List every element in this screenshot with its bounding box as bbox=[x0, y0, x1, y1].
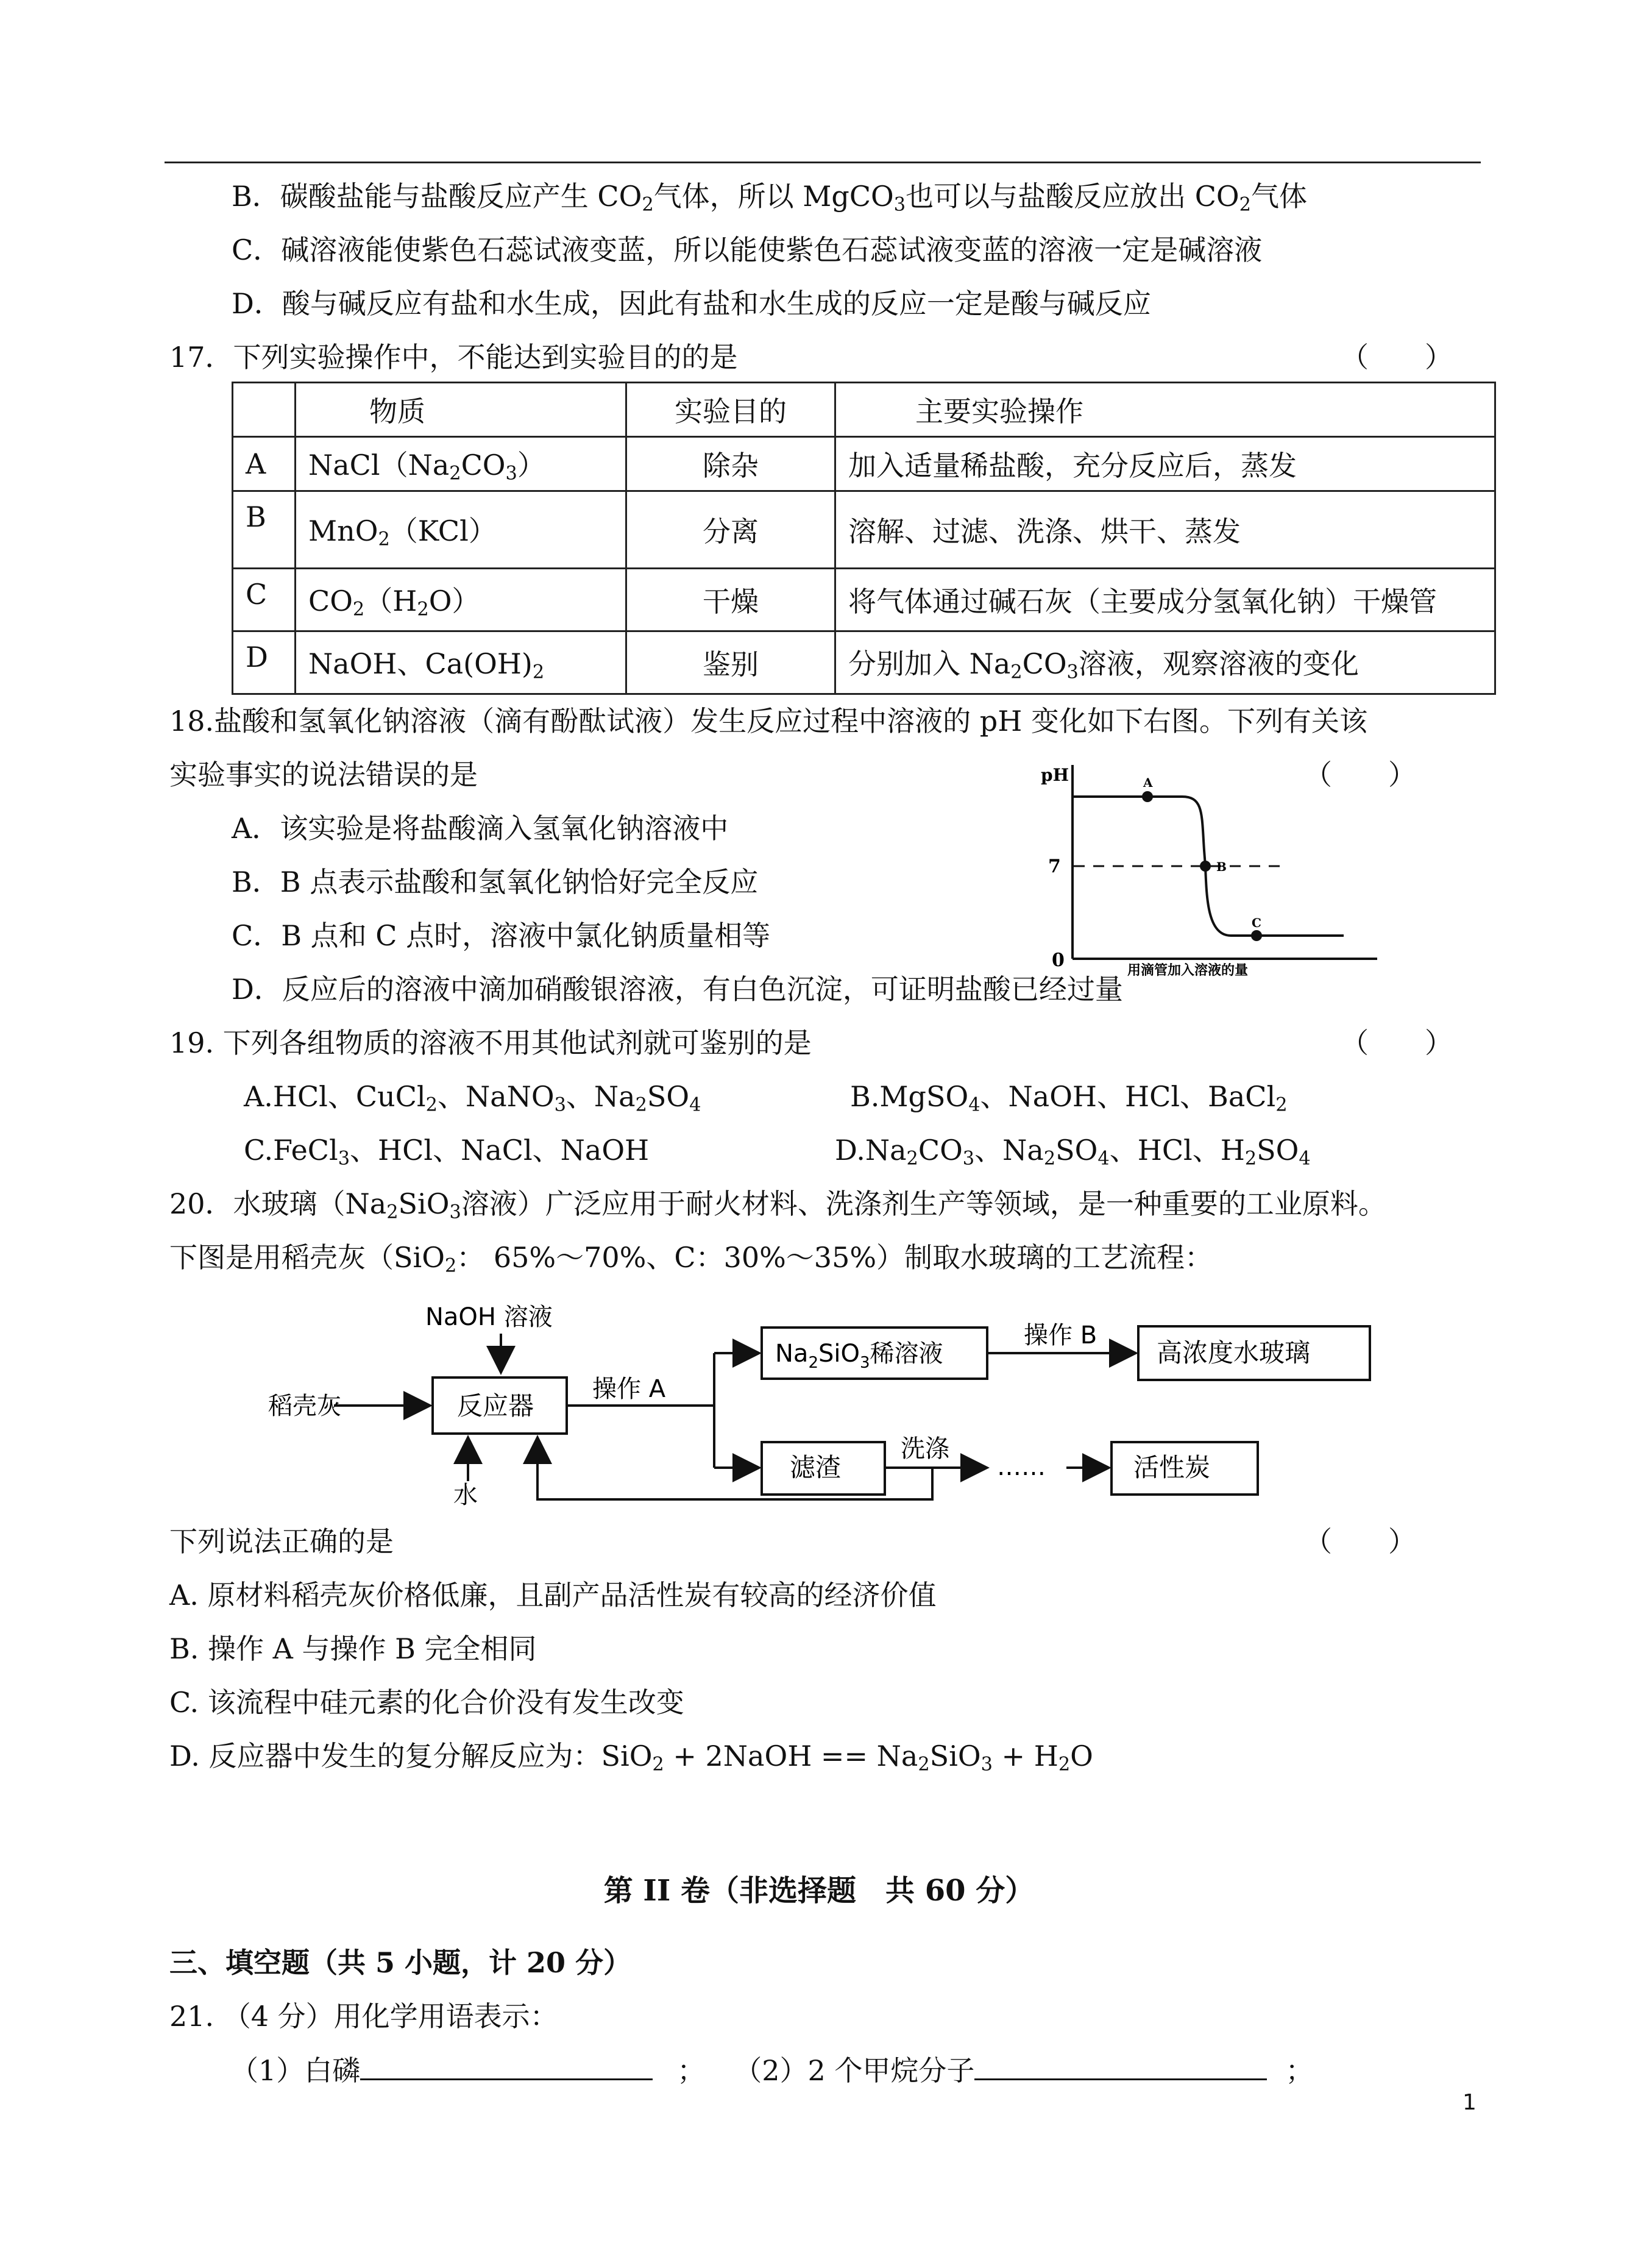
q19-stem: 19. 下列各组物质的溶液不用其他试剂就可鉴别的是 bbox=[169, 1026, 812, 1059]
q20-stem-line1: 20．水玻璃（$Na_2SiO_3$溶液）广泛应用于耐火材料、洗涤剂生产等领域，是一种重要的工业原料。 bbox=[169, 1187, 1386, 1223]
q19-option-d: $D.Na_2CO_3$、$Na_2SO_4$、HCl、$H_2SO_4$ bbox=[835, 1134, 1311, 1170]
reactor-label: 反应器 bbox=[457, 1391, 534, 1421]
q20-option-d: D. 反应器中发生的复分解反应为：SiO$_2$ + 2NaOH == $Na_2SiO_3 + H_2O$ bbox=[169, 1740, 1093, 1776]
y-axis-label: pH bbox=[1041, 765, 1069, 785]
product-label: 高浓度水玻璃 bbox=[1157, 1338, 1311, 1368]
q19-option-a: A.HCl、CuCl$_2$、NaNO$_3$、$Na_2SO_4$ bbox=[244, 1080, 701, 1116]
q20-stem-line2: 下图是用稻壳灰（SiO$_2$： 65%～70%、C：30%～35%）制取水玻璃的工艺流程： bbox=[169, 1241, 1213, 1277]
part-ii-title: 第 II 卷（非选择题 共 60 分） bbox=[603, 1874, 1035, 1908]
cell-purpose: 分离 bbox=[626, 491, 835, 569]
page-number: 1 bbox=[1462, 2090, 1477, 2115]
x-axis-label: 用滴管加入溶液的量 bbox=[1127, 962, 1249, 978]
carbon-label: 活性炭 bbox=[1133, 1452, 1211, 1482]
raw-material-label: 稻壳灰 bbox=[268, 1392, 341, 1420]
q21-items: （1）白磷 ； （2）2 个甲烷分子 ； bbox=[230, 2052, 1313, 2089]
q19-option-b: B.MgSO$_4$、NaOH、HCl、BaCl$_2$ bbox=[850, 1080, 1288, 1116]
cell-purpose: 鉴别 bbox=[626, 631, 835, 694]
q20-answer-paren: （ ） bbox=[1304, 1525, 1416, 1558]
naoh-solution-label: NaOH 溶液 bbox=[425, 1303, 553, 1331]
col-header-purpose: 实验目的 bbox=[626, 383, 835, 437]
cell-substance: NaOH、$Ca(OH)_2$ bbox=[296, 631, 626, 694]
q18-option-d: D．反应后的溶液中滴加硝酸银溶液，有白色沉淀，可证明盐酸已经过量 bbox=[232, 973, 1123, 1006]
dilute-solution-label: $Na_2SiO_3$稀溶液 bbox=[775, 1340, 943, 1372]
q18-option-a: A．该实验是将盐酸滴入氢氧化钠溶液中 bbox=[232, 812, 729, 845]
tick-label-7: 7 bbox=[1048, 856, 1061, 877]
q20-option-c: C. 该流程中硅元素的化合价没有发生改变 bbox=[169, 1686, 684, 1719]
q18-option-c: C．B 点和 C 点时，溶液中氯化钠质量相等 bbox=[232, 919, 771, 952]
col-header-operation: 主要实验操作 bbox=[835, 383, 1495, 437]
origin-label: 0 bbox=[1052, 950, 1065, 971]
q19-option-c: C.FeCl$_3$、HCl、NaCl、NaOH bbox=[244, 1134, 650, 1170]
answer-blank-1[interactable] bbox=[360, 2052, 653, 2080]
table-row: A $NaCl(Na_2CO_3)$ 除杂 加入适量稀盐酸，充分反应后，蒸发 bbox=[233, 437, 1495, 491]
table-row: D NaOH、$Ca(OH)_2$ 鉴别 分别加入 $Na_2CO_3$溶液，观察溶液的变化 bbox=[233, 631, 1495, 694]
ellipsis-label: …… bbox=[997, 1453, 1046, 1481]
q17-answer-paren: （ ） bbox=[1341, 341, 1453, 374]
process-flow-diagram bbox=[256, 1298, 1402, 1505]
table-row: B MnO$_2$（KCl） 分离 溶解、过滤、洗涤、烘干、蒸发 bbox=[233, 491, 1495, 569]
op-a-label: 操作 A bbox=[592, 1375, 666, 1403]
cell-operation: 将气体通过碱石灰（主要成分氢氧化钠）干燥管 bbox=[835, 569, 1495, 631]
point-b-label: B bbox=[1216, 859, 1227, 874]
op-b-label: 操作 B bbox=[1024, 1321, 1097, 1349]
point-c bbox=[1251, 930, 1262, 941]
answer-blank-2[interactable] bbox=[974, 2052, 1267, 2080]
q20-option-a: A. 原材料稻壳灰价格低廉，且副产品活性炭有较高的经济价值 bbox=[169, 1579, 937, 1612]
q17-stem: 17．下列实验操作中，不能达到实验目的的是 bbox=[169, 341, 738, 374]
q20-ask: 下列说法正确的是 bbox=[169, 1525, 394, 1558]
q21-stem: 21. （4 分）用化学用语表示： bbox=[169, 2000, 558, 2033]
q17-table bbox=[232, 382, 1496, 695]
cell-purpose: 除杂 bbox=[626, 437, 835, 491]
col-header-substance: 物质 bbox=[296, 383, 626, 437]
cell-operation: 加入适量稀盐酸，充分反应后，蒸发 bbox=[835, 437, 1495, 491]
q16-option-d: D．酸与碱反应有盐和水生成，因此有盐和水生成的反应一定是酸与碱反应 bbox=[232, 287, 1151, 320]
point-a-label: A bbox=[1143, 775, 1153, 790]
q18-answer-paren: （ ） bbox=[1304, 758, 1416, 791]
table-row: C $CO_2(H_2O)$ 干燥 将气体通过碱石灰（主要成分氢氧化钠）干燥管 bbox=[233, 569, 1495, 631]
cell-operation: 溶解、过滤、洗涤、烘干、蒸发 bbox=[835, 491, 1495, 569]
q18-stem-line1: 18.盐酸和氢氧化钠溶液（滴有酚酞试液）发生反应过程中溶液的 pH 变化如下右图。下列有关该 bbox=[169, 705, 1367, 738]
header-rule bbox=[165, 162, 1481, 163]
point-b bbox=[1200, 861, 1211, 872]
cell-substance: MnO$_2$（KCl） bbox=[296, 491, 626, 569]
residue-label: 滤渣 bbox=[790, 1452, 842, 1482]
q18-option-b: B．B 点表示盐酸和氢氧化钠恰好完全反应 bbox=[232, 866, 759, 898]
cell-operation: 分别加入 $Na_2CO_3$溶液，观察溶液的变化 bbox=[835, 631, 1495, 694]
q18-stem-line2: 实验事实的说法错误的是 bbox=[169, 758, 478, 791]
ph-curve-graph bbox=[1036, 753, 1389, 978]
cell-substance: $CO_2(H_2O)$ bbox=[296, 569, 626, 631]
cell-substance: $NaCl(Na_2CO_3)$ bbox=[296, 437, 626, 491]
q20-option-b: B. 操作 A 与操作 B 完全相同 bbox=[169, 1632, 537, 1665]
table-header-row bbox=[233, 383, 1495, 437]
point-a bbox=[1142, 791, 1153, 802]
water-label: 水 bbox=[453, 1481, 478, 1505]
q19-answer-paren: （ ） bbox=[1341, 1026, 1453, 1059]
wash-label: 洗涤 bbox=[901, 1435, 949, 1463]
q16-option-c: C．碱溶液能使紫色石蕊试液变蓝，所以能使紫色石蕊试液变蓝的溶液一定是碱溶液 bbox=[232, 233, 1263, 266]
point-c-label: C bbox=[1252, 915, 1261, 930]
q16-option-b: B．碳酸盐能与盐酸反应产生 $CO_2$气体，所以 MgCO$_3$也可以与盐酸反应放出 $CO_2$气体 bbox=[232, 180, 1307, 216]
section-three-heading: 三、填空题（共 5 小题，计 20 分） bbox=[169, 1946, 632, 1979]
cell-purpose: 干燥 bbox=[626, 569, 835, 631]
